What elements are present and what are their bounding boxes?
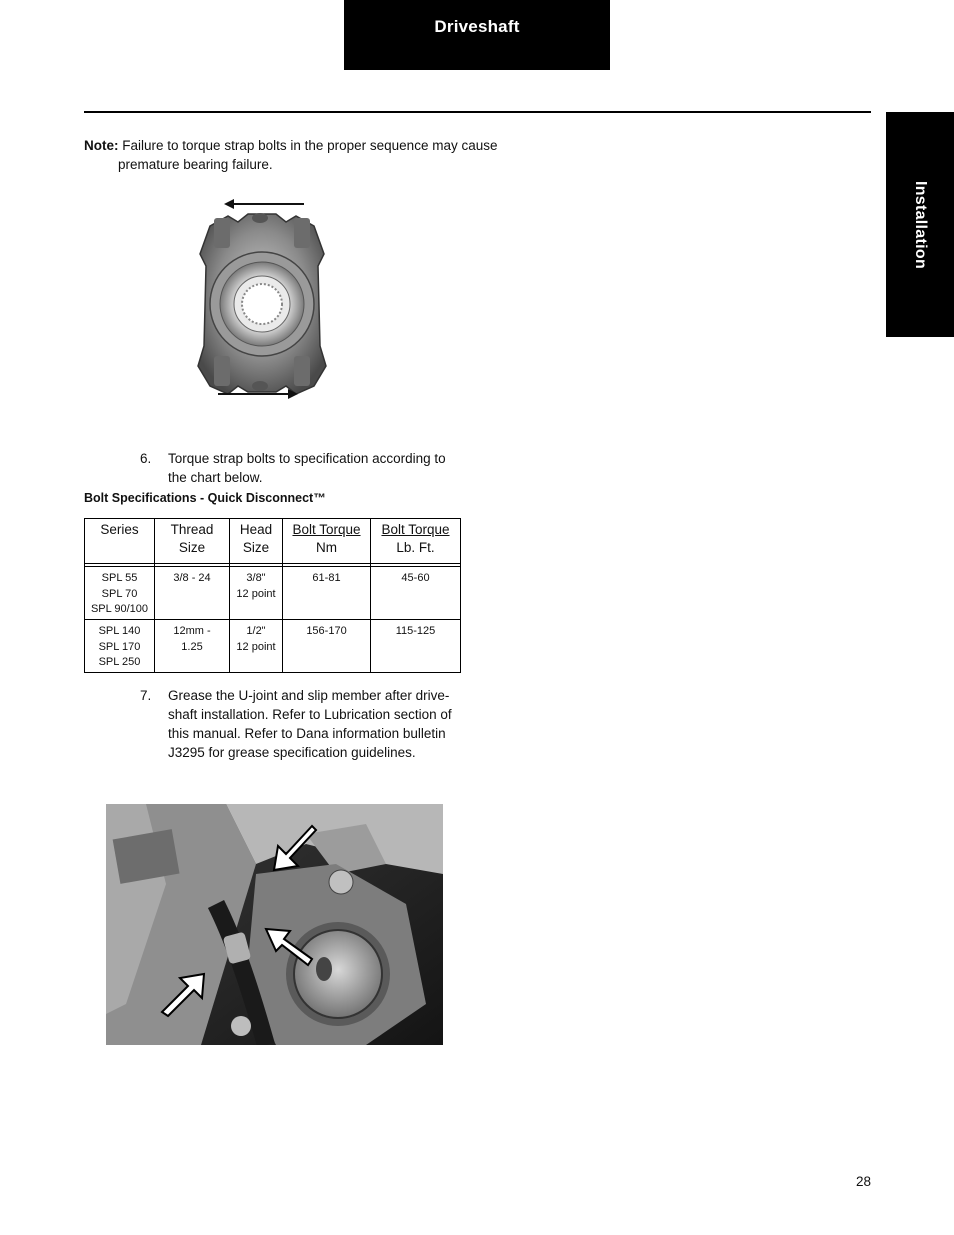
torque-nm-cell: 61-81 (283, 567, 371, 620)
step-number: 6. (140, 451, 152, 466)
page-number: 28 (856, 1174, 872, 1189)
table-row (85, 567, 461, 620)
side-tab (886, 112, 954, 337)
section-title: Driveshaft (434, 17, 520, 36)
table-header-row (85, 519, 461, 564)
col-header-thread: Thread Size (155, 519, 230, 564)
bolt-spec-table (84, 518, 461, 673)
step-number: 7. (140, 688, 152, 703)
note-label: Note: (84, 138, 119, 153)
torque-nm-cell: 156-170 (283, 620, 371, 673)
col-header-torque-lbft: Bolt Torque Lb. Ft. (371, 519, 461, 564)
note (84, 136, 498, 174)
header-rule (84, 111, 871, 113)
note-text: Failure to torque strap bolts in the proper sequence may cause premature bearing failure. (118, 138, 498, 172)
side-tab-label: Installation (912, 180, 929, 269)
step-text: Grease the U-joint and slip member after drive-shaft installation. Refer to Lubrication section of this manual. Refer to Dana information bulletin J3295 for grease specification guidelines. (168, 688, 452, 760)
col-header-series: Series (85, 519, 155, 564)
torque-lbft-cell: 115-125 (371, 620, 461, 673)
head-cell: 1/2" 12 point (230, 620, 283, 673)
table-row (85, 620, 461, 673)
series-cell: SPL 140 SPL 170 SPL 250 (85, 620, 155, 673)
col-header-torque-nm: Bolt Torque Nm (283, 519, 371, 564)
torque-lbft-cell: 45-60 (371, 567, 461, 620)
step-7 (140, 686, 462, 762)
table-title: Bolt Specifications - Quick Disconnect™ (84, 491, 326, 505)
head-cell: 3/8" 12 point (230, 567, 283, 620)
col-header-head: Head Size (230, 519, 283, 564)
step-text: Torque strap bolts to specification according to the chart below. (168, 451, 446, 485)
installed-ujoint-figure (106, 804, 443, 1045)
step-6 (140, 449, 462, 487)
thread-cell: 3/8 - 24 (155, 567, 230, 620)
rotation-arrow-left-icon (224, 199, 304, 209)
yoke-figure (192, 196, 332, 402)
thread-cell: 12mm - 1.25 (155, 620, 230, 673)
series-cell: SPL 55 SPL 70 SPL 90/100 (85, 567, 155, 620)
header-tab (344, 0, 610, 70)
